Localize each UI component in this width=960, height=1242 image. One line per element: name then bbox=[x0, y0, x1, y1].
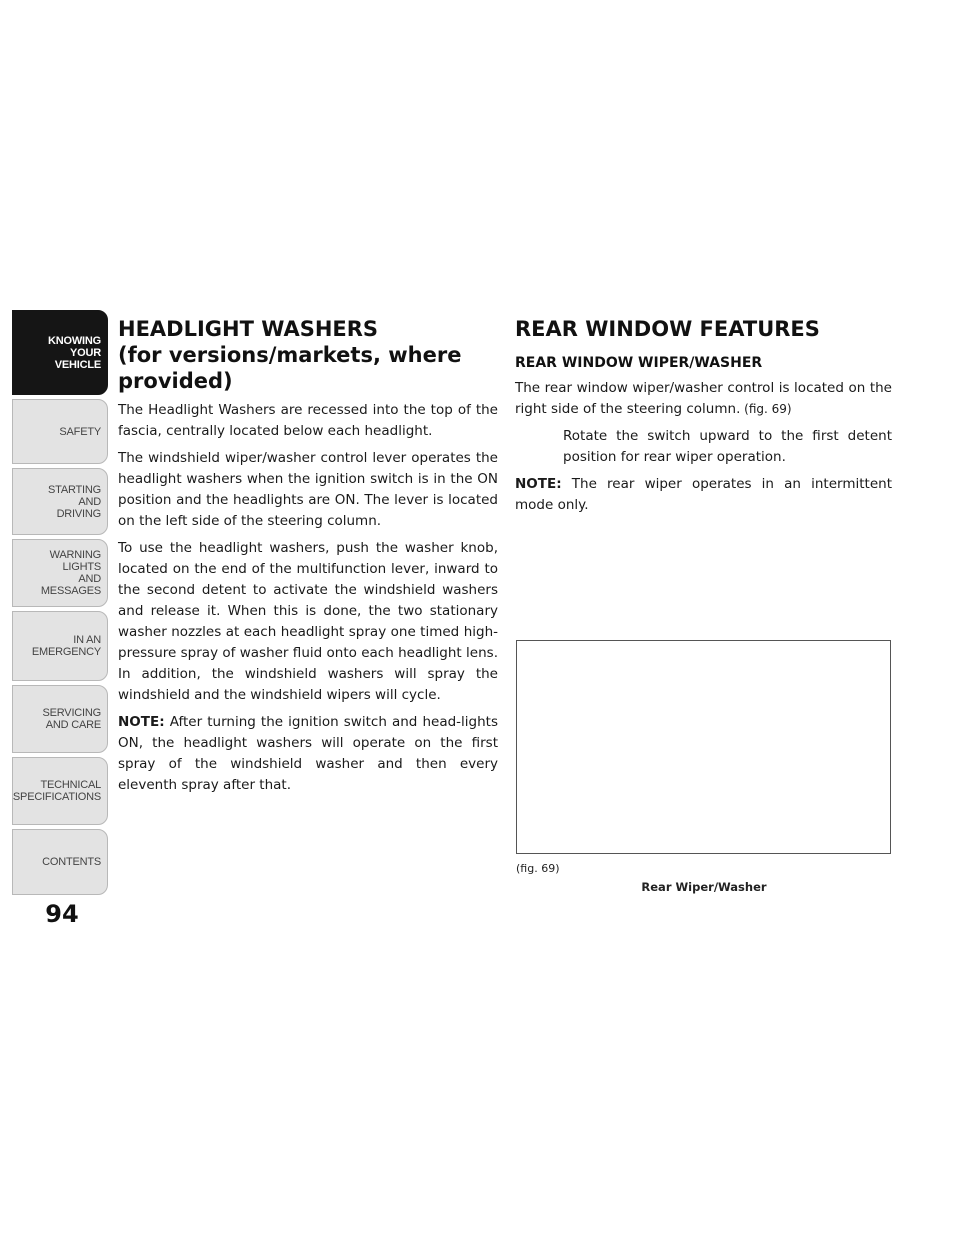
tab-servicing-and-care[interactable]: SERVICING AND CARE bbox=[12, 685, 108, 753]
tab-technical-specifications[interactable]: TECHNICAL SPECIFICATIONS bbox=[12, 757, 108, 825]
tab-contents[interactable]: CONTENTS bbox=[12, 829, 108, 895]
tab-in-an-emergency[interactable]: IN AN EMERGENCY bbox=[12, 611, 108, 681]
note-label: NOTE: bbox=[515, 476, 562, 492]
paragraph: The windshield wiper/washer control lever operates the headlight washers when the ignition switch is in the ON position and the headlights are ON. The lever is located on the left side of the steering column. bbox=[118, 450, 498, 529]
section-heading bbox=[118, 316, 498, 394]
figure-frame bbox=[516, 640, 891, 854]
tab-starting-and-driving[interactable]: STARTING AND DRIVING bbox=[12, 468, 108, 535]
tab-safety[interactable]: SAFETY bbox=[12, 399, 108, 464]
note-paragraph bbox=[515, 474, 892, 516]
figure-reference: (fig. 69) bbox=[740, 402, 792, 416]
headlight-washers-section bbox=[118, 316, 498, 796]
figure-label: (fig. 69) bbox=[516, 862, 560, 875]
rear-window-section bbox=[515, 316, 892, 516]
tab-knowing-your-vehicle[interactable]: KNOWING YOUR VEHICLE bbox=[12, 310, 108, 395]
section-heading: REAR WINDOW FEATURES bbox=[515, 317, 820, 341]
page-number: 94 bbox=[45, 900, 79, 928]
indented-paragraph: Rotate the switch upward to the first detent position for rear wiper operation. bbox=[563, 428, 892, 465]
note-label: NOTE: bbox=[118, 714, 165, 730]
paragraph-text: The rear window wiper/washer control is located on the right side of the steering column. bbox=[515, 380, 892, 417]
figure-caption: Rear Wiper/Washer bbox=[641, 880, 767, 894]
paragraph: To use the headlight washers, push the washer knob, located on the end of the multifunction lever, inward to the second detent to activate the windshield washers and release it. When this is done, the two stationary washer nozzles at each headlight spray one timed high-pressure spray of washer fluid onto each headlight lens. In addition, the windshield washers will spray the windshield and the windshield wipers will cycle. bbox=[118, 540, 498, 703]
paragraph bbox=[515, 378, 892, 420]
tab-warning-lights[interactable]: WARNING LIGHTS AND MESSAGES bbox=[12, 539, 108, 607]
heading-line: (for versions/markets, where bbox=[118, 343, 462, 367]
note-text: After turning the ignition switch and head-lights ON, the headlight washers will operate on the first spray of the windshield washer and then every eleventh spray after that. bbox=[118, 714, 498, 793]
note-text: The rear wiper operates in an intermittent mode only. bbox=[515, 476, 892, 513]
heading-line: provided) bbox=[118, 369, 233, 393]
heading-line: HEADLIGHT WASHERS bbox=[118, 317, 379, 341]
paragraph: The Headlight Washers are recessed into the top of the fascia, centrally located below each headlight. bbox=[118, 402, 498, 439]
subsection-heading: REAR WINDOW WIPER/WASHER bbox=[515, 355, 763, 371]
note-paragraph bbox=[118, 712, 498, 796]
